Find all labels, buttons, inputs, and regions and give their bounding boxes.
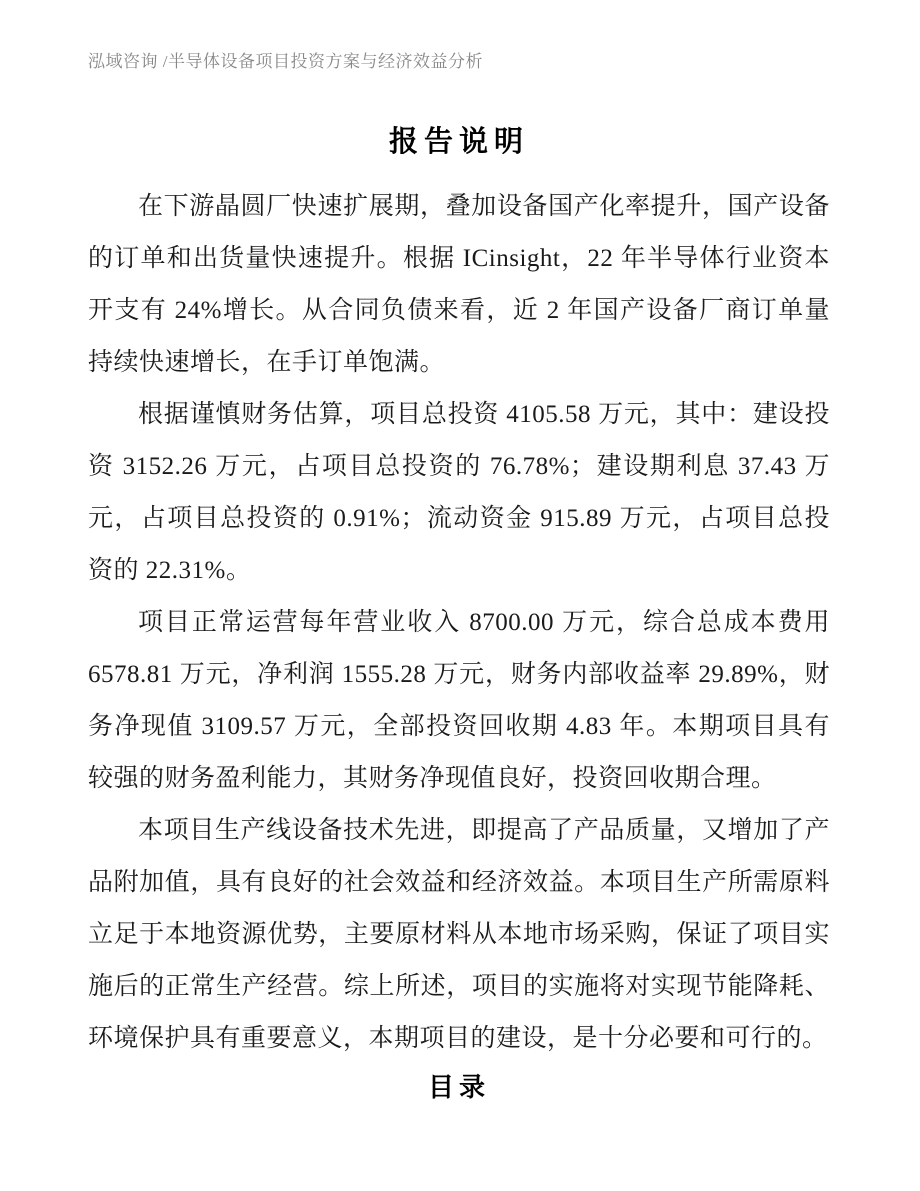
report-body xyxy=(88,181,830,1065)
toc-heading: 目录 xyxy=(427,1073,490,1102)
paragraph: 在下游晶圆厂快速扩展期，叠加设备国产化率提升，国产设备的订单和出货量快速提升。根据 ICinsight，22 年半导体行业资本开支有 24%增长。从合同负债来看，近 2 年国产设备厂商订单量持续快速增长，在手订单饱满。 xyxy=(88,193,830,376)
paragraph: 根据谨慎财务估算，项目总投资 4105.58 万元，其中：建设投资 3152.26 万元，占项目总投资的 76.78%；建设期利息 37.43 万元，占项目总投资的 0.91%；流动资金 915.89 万元，占项目总投资的 22.31%。 xyxy=(88,401,830,584)
page-header: 泓域咨询 /半导体设备项目投资方案与经济效益分析 xyxy=(88,52,483,71)
page-title: 报告说明 xyxy=(388,126,529,158)
paragraph: 本项目生产线设备技术先进，即提高了产品质量，又增加了产品附加值，具有良好的社会效益和经济效益。本项目生产所需原料立足于本地资源优势，主要原材料从本地市场采购，保证了项目实施后的正常生产经营。综上所述，项目的实施将对实现节能降耗、环境保护具有重要意义，本期项目的建设，是十分必要和可行的。 xyxy=(88,817,830,1052)
paragraph: 项目正常运营每年营业收入 8700.00 万元，综合总成本费用 6578.81 万元，净利润 1555.28 万元，财务内部收益率 29.89%，财务净现值 3109.57 万元，全部投资回收期 4.83 年。本期项目具有较强的财务盈利能力，其财务净现值良好，投资回收期合理。 xyxy=(88,609,830,792)
